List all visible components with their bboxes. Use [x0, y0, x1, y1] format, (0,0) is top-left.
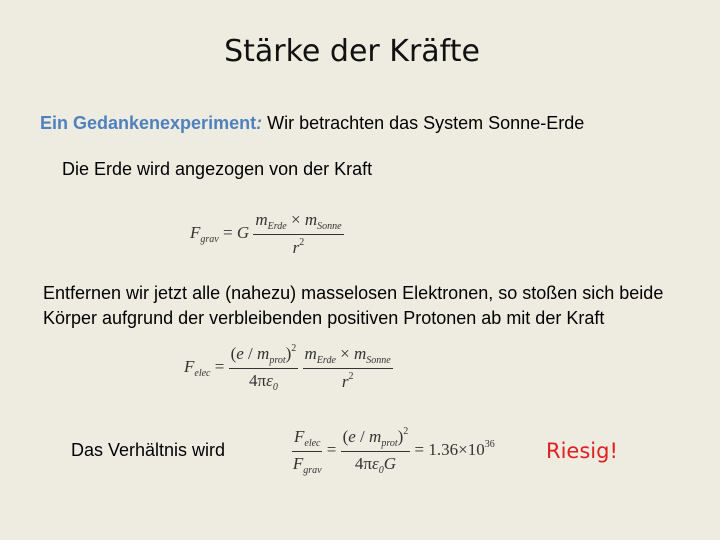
intro-line [40, 113, 584, 134]
ratio-equation: $\frac{F_{elec}}{F_{grav}}$ = $\frac{(e / m_{prot})^2}{4\pi\varepsilon_0G}$ = $1.36\times 10^{36}$ [292, 426, 495, 476]
intro-colon: : [256, 113, 263, 133]
electric-equation: $F_{elec}$ = $\frac{(e / m_{prot})^2}{4\pi\varepsilon_0}$ $\frac{m_{Erde} \times m_{Sonne}}{r^2}$ [184, 343, 391, 393]
electron-paragraph: Entfernen wir jetzt alle (nahezu) masselosen Elektronen, so stoßen sich beide Körper aufgrund der verbleibenden positiven Protonen ab mit der Kraft [43, 283, 664, 328]
intro-highlight: Ein Gedankenexperiment [40, 113, 257, 133]
slide-title: Stärke der Kräfte [224, 34, 480, 69]
ratio-label: Das Verhältnis wird [71, 440, 226, 460]
gravity-equation: $F_{grav} = G$ $\frac{m_{Erde} \times m_{Sonne}}{r^2}$ [190, 210, 342, 257]
gravity-intro-text: Die Erde wird angezogen von der Kraft [62, 159, 373, 179]
intro-text: Wir betrachten das System Sonne-Erde [262, 113, 585, 133]
riesig-exclamation: Riesig! [546, 439, 618, 463]
